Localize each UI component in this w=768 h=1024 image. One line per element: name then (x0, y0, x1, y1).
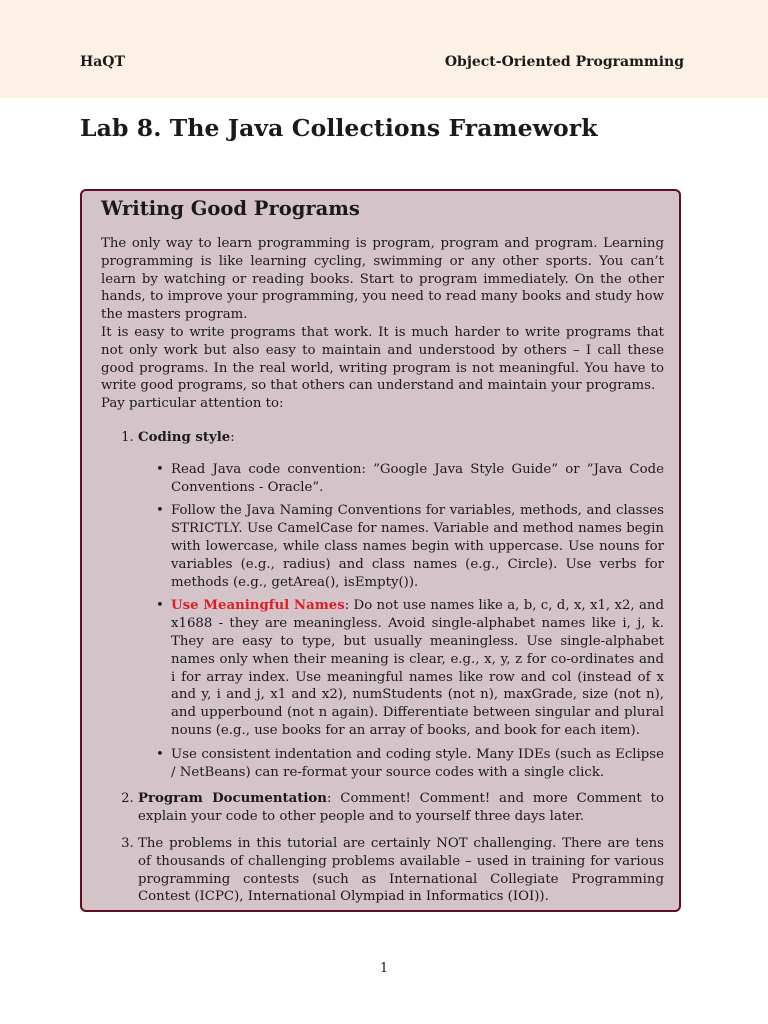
intro-paragraph-2: It is easy to write programs that work. It is much harder to write programs that not only work but also easy to maintain and understood by others – I call these good programs. In the real world, writing program is not meaningful. You have to write good programs, so that others can understand and maintain your programs. (101, 324, 664, 394)
coding-style-title: Coding style (138, 429, 231, 445)
intro-paragraph-1: The only way to learn programming is program, program and program. Learning programming is like learning cycling, swimming or any other sports. You can’t learn by watching or reading books. Start to program immediately. On the other hands, to improve your programming, you need to read many books and study how the masters program. (101, 236, 664, 323)
tips-list (101, 429, 664, 906)
box-body (101, 235, 664, 906)
program-documentation-text: : Comment! Comment! and more Comment to explain your code to other people and to yourself three days later. (138, 791, 664, 825)
program-documentation-title: Program Documentation (138, 791, 327, 807)
meaningful-names-highlight: Use Meaningful Names (171, 598, 345, 614)
intro-paragraph-3: Pay particular attention to: (101, 396, 284, 412)
header-course: Object-Oriented Programming (444, 54, 684, 70)
bullet-icon: • (156, 598, 164, 614)
bullet-text: : Do not use names like a, b, c, d, x, x1, x2, and x1688 - they are meaningless. Avoid single-alphabet names like i, j, k. They are easy to type, but usually meaningless. Use single-alphabet names only when their meaning is clear, e.g., x, y, z for co-ordinates and i for array index. Use meaningful names like row and col (instead of x and y, i and j, x1 and x2), numStudents (not n), maxGrade, size (not n), and upperbound (not n again). Differentiate between singular and plural nouns (e.g., use books for an array of books, and book for each item). (171, 598, 664, 738)
challenging-problems-text: The problems in this tutorial are certainly NOT challenging. There are tens of thousands of challenging problems available – used in training for various programming contests (such as International Collegiate Programming Contest (ICPC), International Olympiad in Informatics (IOI)). (138, 835, 664, 905)
bullet-item (156, 746, 664, 782)
bullet-icon: • (156, 746, 164, 762)
bullet-text: Use consistent indentation and coding style. Many IDEs (such as Eclipse / NetBeans) can re-format your source codes with a single click. (171, 746, 664, 780)
header-author: HaQT (80, 54, 125, 70)
list-item-challenging-problems (138, 835, 664, 906)
bullet-item (156, 597, 664, 739)
coding-style-bullets (138, 461, 664, 782)
list-item-program-documentation (138, 790, 664, 826)
coding-style-suffix: : (230, 429, 235, 445)
bullet-item (156, 461, 664, 497)
writing-good-programs-box (80, 189, 681, 912)
bullet-icon: • (156, 503, 164, 519)
bullet-text: Read Java code convention: ”Google Java Style Guide” or ”Java Code Conventions - Oracle”. (171, 461, 664, 495)
bullet-item (156, 502, 664, 591)
lab-title: Lab 8. The Java Collections Framework (80, 114, 598, 142)
box-title: Writing Good Programs (101, 197, 360, 220)
list-item-coding-style (138, 429, 664, 781)
bullet-text: Follow the Java Naming Conventions for variables, methods, and classes STRICTLY. Use CamelCase for names. Variable and method names begin with lowercase, while class names begin with uppercase. Use nouns for variables (e.g., radius) and class names (e.g., Circle). Use verbs for methods (e.g., getArea(), isEmpty()). (171, 503, 664, 590)
page-header (0, 0, 768, 98)
bullet-icon: • (156, 461, 164, 477)
page-number: 1 (379, 961, 389, 976)
